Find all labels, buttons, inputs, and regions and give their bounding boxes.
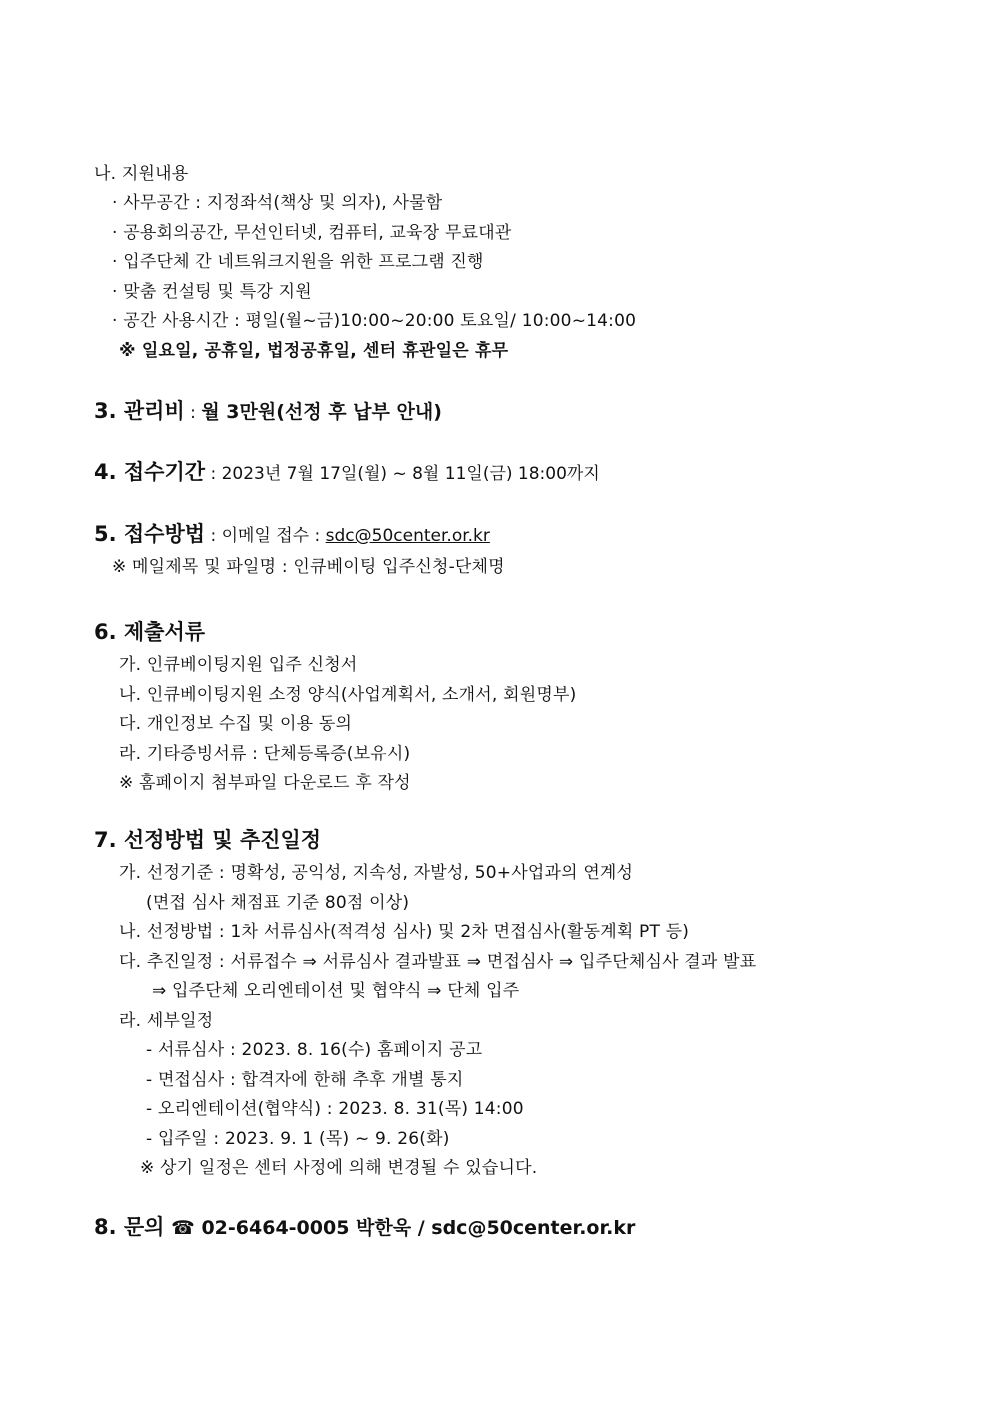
email-link[interactable]: sdc@50center.or.kr <box>325 526 490 546</box>
section-documents <box>94 619 205 645</box>
section-selection <box>94 827 321 853</box>
support-item-meeting: · 공용회의공간, 무선인터넷, 컴퓨터, 교육장 무료대관 <box>112 223 512 243</box>
section-method-sep: : <box>205 526 222 546</box>
document-item: 가. 인큐베이팅지원 입주 신청서 <box>119 655 358 675</box>
document-item: 다. 개인정보 수집 및 이용 동의 <box>119 714 353 734</box>
section-period-value: 2023년 7월 17일(월) ~ 8월 11일(금) 18:00까지 <box>221 464 600 484</box>
schedule-change-note: ※ 상기 일정은 센터 사정에 의해 변경될 수 있습니다. <box>140 1158 538 1178</box>
schedule-item: - 서류심사 : 2023. 8. 16(수) 홈페이지 공고 <box>146 1040 483 1060</box>
section-method <box>94 521 490 549</box>
contact-info: ☎ 02-6464-0005 박한욱 / sdc@50center.or.kr <box>171 1217 636 1239</box>
schedule-item: - 면접심사 : 합격자에 한해 추후 개별 통지 <box>146 1070 464 1090</box>
section-contact-title: 8. 문의 <box>94 1215 165 1239</box>
schedule-item: - 오리엔테이션(협약식) : 2023. 8. 31(목) 14:00 <box>146 1099 524 1119</box>
support-item-network: · 입주단체 간 네트워크지원을 위한 프로그램 진행 <box>112 252 484 272</box>
section-fee <box>94 398 442 426</box>
support-item-hours: · 공간 사용시간 : 평일(월~금)10:00~20:00 토요일/ 10:00~14:00 <box>112 311 637 331</box>
support-item-consulting: · 맞춤 컨설팅 및 특강 지원 <box>112 282 312 302</box>
section-method-value: 이메일 접수 : <box>221 526 326 546</box>
document-item: 라. 기타증빙서류 : 단체등록증(보유시) <box>119 744 411 764</box>
section-documents-title: 6. 제출서류 <box>94 620 206 644</box>
section-fee-value: 월 3만원(선정 후 납부 안내) <box>201 401 442 423</box>
section-fee-title: 3. 관리비 <box>94 399 185 423</box>
section-period-title: 4. 접수기간 <box>94 460 206 484</box>
section-fee-sep: : <box>184 403 202 423</box>
support-content-heading: 나. 지원내용 <box>94 164 189 184</box>
schedule-item: - 입주일 : 2023. 9. 1 (목) ~ 9. 26(화) <box>146 1129 450 1149</box>
documents-note: ※ 홈페이지 첨부파일 다운로드 후 작성 <box>119 773 411 793</box>
detailed-schedule-heading: 라. 세부일정 <box>119 1011 214 1031</box>
selection-criteria-detail: (면접 심사 채점표 기준 80점 이상) <box>146 893 410 913</box>
selection-criteria: 가. 선정기준 : 명확성, 공익성, 지속성, 자발성, 50+사업과의 연계성 <box>119 863 634 883</box>
section-contact <box>94 1214 635 1241</box>
section-period <box>94 459 600 487</box>
mail-subject-note: ※ 메일제목 및 파일명 : 인큐베이팅 입주신청-단체명 <box>112 557 505 577</box>
schedule-flow-cont: ⇒ 입주단체 오리엔테이션 및 협약식 ⇒ 단체 입주 <box>152 981 520 1001</box>
holiday-note: ※ 일요일, 공휴일, 법정공휴일, 센터 휴관일은 휴무 <box>119 341 509 361</box>
schedule-flow: 다. 추진일정 : 서류접수 ⇒ 서류심사 결과발표 ⇒ 면접심사 ⇒ 입주단체심사 결과 발표 <box>119 952 757 972</box>
document-item: 나. 인큐베이팅지원 소정 양식(사업계획서, 소개서, 회원명부) <box>119 685 577 705</box>
section-period-sep: : <box>205 464 222 484</box>
selection-method: 나. 선정방법 : 1차 서류심사(적격성 심사) 및 2차 면접심사(활동계획 PT 등) <box>119 922 690 942</box>
section-selection-title: 7. 선정방법 및 추진일정 <box>94 828 322 852</box>
support-item-office: · 사무공간 : 지정좌석(책상 및 의자), 사물함 <box>112 193 443 213</box>
section-method-title: 5. 접수방법 <box>94 522 206 546</box>
